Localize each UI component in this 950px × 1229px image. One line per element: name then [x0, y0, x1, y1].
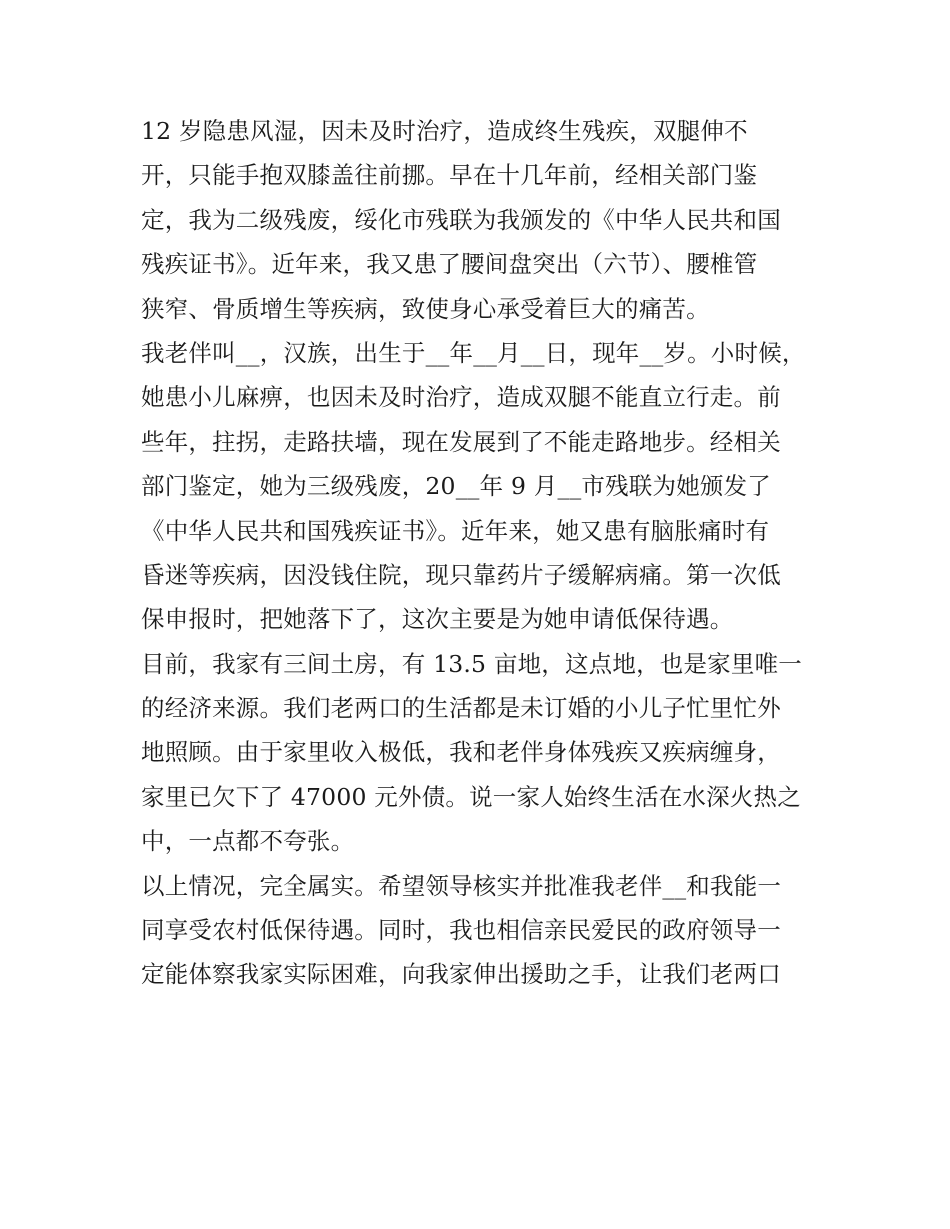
text-line: 狭窄、骨质增生等疾病，致使身心承受着巨大的痛苦。 [141, 294, 710, 323]
text-line: 家里已欠下了 47000 元外债。说一家人始终生活在水深火热之 [141, 782, 801, 811]
text-line: 12 岁隐患风湿，因未及时治疗，造成终生残疾，双腿伸不 [141, 117, 748, 145]
text-line: 她患小儿麻痹，也因未及时治疗，造成双腿不能直立行走。前 [141, 383, 781, 412]
text-line: 的经济来源。我们老两口的生活都是未订婚的小儿子忙里忙外 [141, 694, 781, 723]
text-line: 些年，拄拐，走路扶墙，现在发展到了不能走路地步。经相关 [141, 427, 781, 456]
text-line: 残疾证书》。近年来，我又患了腰间盘突出（六节）、腰椎管 [141, 250, 758, 279]
text-line: 以上情况，完全属实。希望领导核实并批准我老伴__和我能一 [141, 871, 782, 900]
text-line: 开，只能手抱双膝盖往前挪。早在十几年前，经相关部门鉴 [141, 161, 758, 190]
text-line: 部门鉴定，她为三级残废，20__年 9 月__市残联为她颁发了 [141, 472, 771, 501]
text-line: 同享受农村低保待遇。同时，我也相信亲民爱民的政府领导一 [141, 916, 781, 945]
text-line: 目前，我家有三间土房，有 13.5 亩地，这点地，也是家里唯一 [141, 649, 802, 678]
text-line: 我老伴叫__，汉族，出生于__年__月__日，现年__岁。小时候， [141, 338, 806, 367]
text-line: 中，一点都不夸张。 [141, 827, 355, 856]
text-line: 定，我为二级残废，绥化市残联为我颁发的《中华人民共和国 [141, 205, 781, 234]
text-line: 定能体察我家实际困难，向我家伸出援助之手，让我们老两口 [141, 960, 781, 989]
text-line: 《中华人民共和国残疾证书》。近年来，她又患有脑胀痛时有 [141, 516, 770, 545]
text-line: 昏迷等疾病，因没钱住院，现只靠药片子缓解病痛。第一次低 [141, 560, 781, 589]
document-body [141, 109, 821, 997]
text-line: 地照顾。由于家里收入极低，我和老伴身体残疾又疾病缠身， [141, 738, 781, 767]
text-line: 保申报时，把她落下了，这次主要是为她申请低保待遇。 [141, 605, 734, 634]
